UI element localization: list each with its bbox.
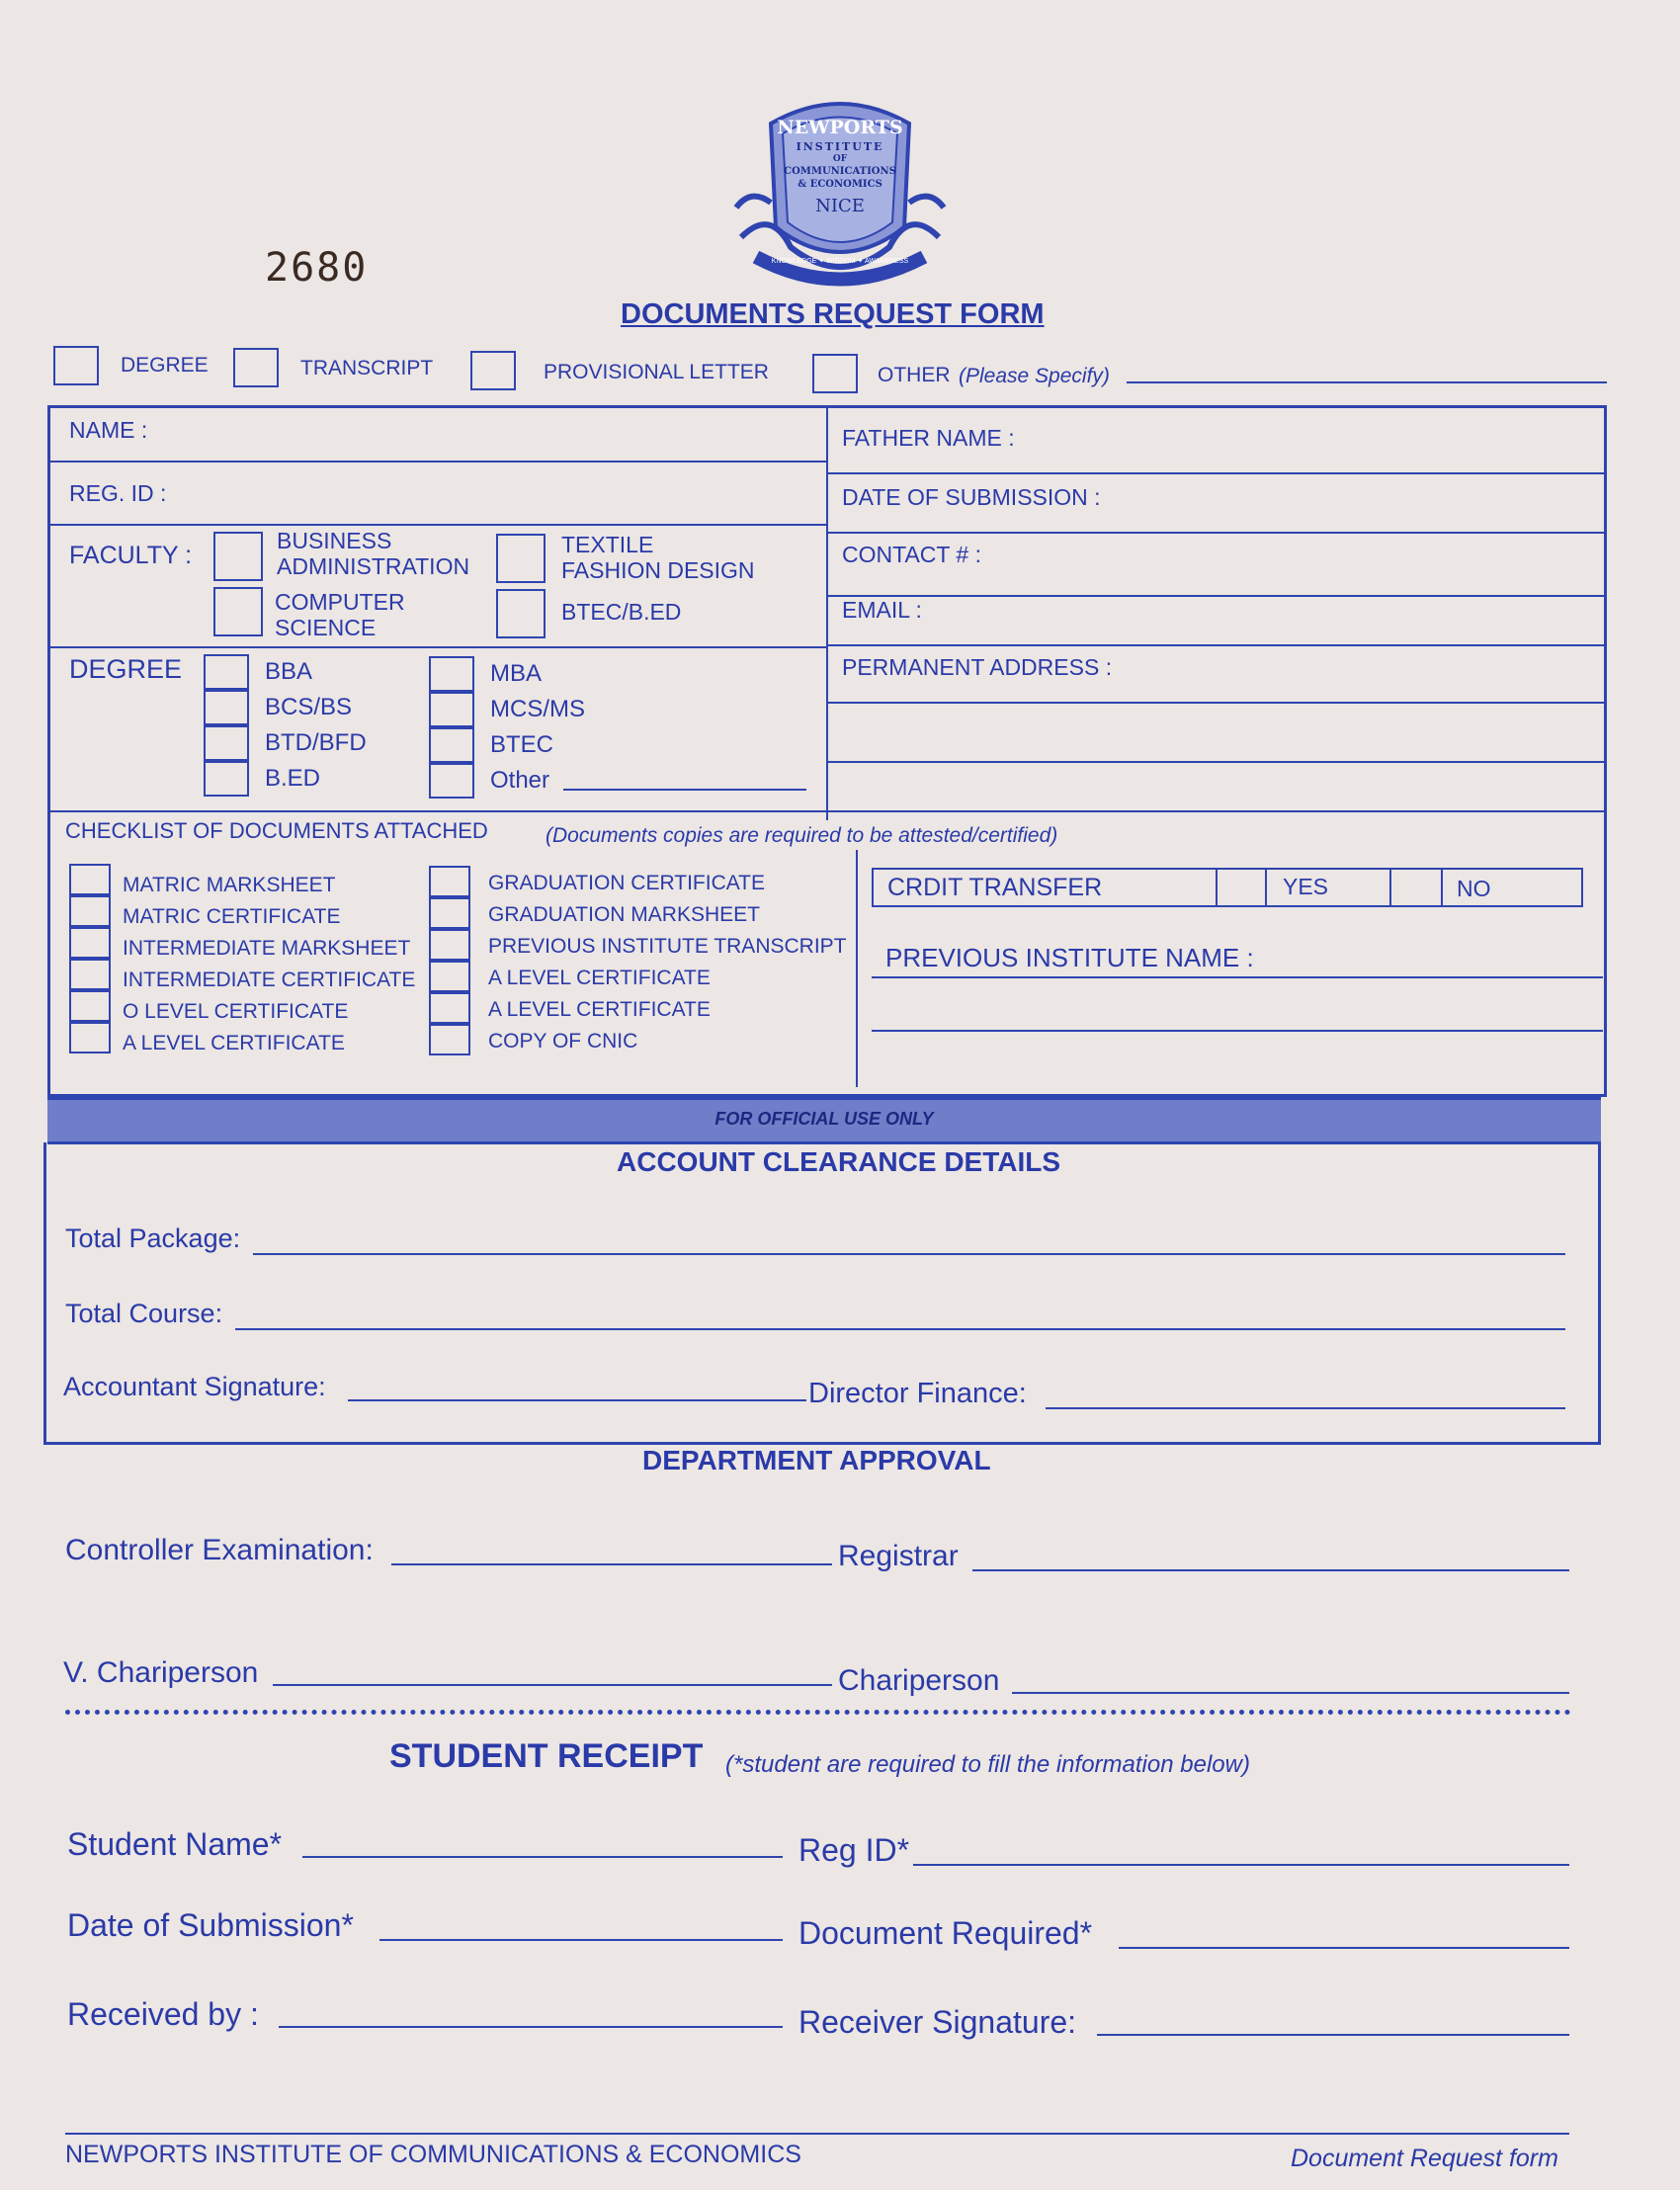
other-checkbox[interactable] xyxy=(812,354,858,393)
logo-text-2: INSTITUTE xyxy=(796,140,884,153)
form-title: DOCUMENTS REQUEST FORM xyxy=(621,298,1045,330)
faculty-business-label-1: BUSINESS xyxy=(277,528,392,553)
degree-checkbox[interactable] xyxy=(53,346,99,385)
degree-mcs-checkbox[interactable] xyxy=(429,692,474,727)
checklist-left-label: MATRIC CERTIFICATE xyxy=(123,905,341,928)
student-name-line[interactable] xyxy=(302,1856,783,1858)
logo-text-4: COMMUNICATIONS xyxy=(784,166,896,177)
degree-btd-label: BTD/BFD xyxy=(265,729,367,756)
v-chairperson-label: V. Chariperson xyxy=(63,1656,259,1689)
previous-institute-line[interactable] xyxy=(872,976,1603,978)
checklist-title: CHECKLIST OF DOCUMENTS ATTACHED xyxy=(65,818,488,843)
row-divider xyxy=(47,524,826,526)
total-package-line[interactable] xyxy=(253,1253,1565,1255)
previous-institute-line-2[interactable] xyxy=(872,1030,1603,1032)
row-divider xyxy=(826,472,1607,474)
checklist-left-checkbox[interactable] xyxy=(69,895,111,927)
row-divider xyxy=(826,702,1607,704)
receipt-date-label: Date of Submission* xyxy=(67,1907,354,1943)
faculty-textile-label-1: TEXTILE xyxy=(561,532,654,557)
checklist-right-label: GRADUATION MARKSHEET xyxy=(488,903,760,926)
logo-text-1: NEWPORTS xyxy=(777,117,903,138)
checklist-left-checkbox[interactable] xyxy=(69,959,111,990)
degree-bcs-label: BCS/BS xyxy=(265,694,353,720)
degree-btec-label: BTEC xyxy=(490,731,554,758)
footer-institute: NEWPORTS INSTITUTE OF COMMUNICATIONS & ECONOMICS xyxy=(65,2141,801,2168)
received-by-line[interactable] xyxy=(279,2026,783,2028)
checklist-right-checkbox[interactable] xyxy=(429,1024,470,1055)
provisional-letter-checkbox[interactable] xyxy=(470,351,516,390)
faculty-btec-label: BTEC/B.ED xyxy=(561,599,682,625)
degree-mba-label: MBA xyxy=(490,660,543,687)
provisional-letter-option-label: PROVISIONAL LETTER xyxy=(544,361,769,383)
receiver-signature-line[interactable] xyxy=(1097,2034,1569,2036)
checklist-left-label: A LEVEL CERTIFICATE xyxy=(123,1032,345,1054)
total-package-label: Total Package: xyxy=(65,1223,241,1253)
student-receipt-note: (*student are required to fill the information below) xyxy=(725,1751,1250,1778)
logo-text-6: NICE xyxy=(815,196,865,216)
receipt-reg-id-label: Reg ID* xyxy=(798,1832,910,1868)
faculty-btec-checkbox[interactable] xyxy=(496,589,546,638)
faculty-textile-label-2: FASHION DESIGN xyxy=(561,557,755,583)
faculty-cs-label-1: COMPUTER xyxy=(275,589,405,615)
degree-btd-checkbox[interactable] xyxy=(204,725,249,761)
receiver-signature-label: Receiver Signature: xyxy=(798,2004,1077,2040)
chairperson-label: Chariperson xyxy=(838,1664,1000,1697)
other-hint: (Please Specify) xyxy=(959,365,1110,387)
checklist-note: (Documents copies are required to be attested/certified) xyxy=(546,824,1058,847)
footer-rule xyxy=(65,2133,1569,2135)
degree-mcs-label: MCS/MS xyxy=(490,696,585,722)
row-divider xyxy=(47,646,826,648)
degree-bba-checkbox[interactable] xyxy=(204,654,249,690)
degree-option-label: DEGREE xyxy=(121,354,209,377)
degree-other-line[interactable] xyxy=(563,789,806,791)
checklist-right-label: A LEVEL CERTIFICATE xyxy=(488,967,711,989)
checklist-left-label: INTERMEDIATE CERTIFICATE xyxy=(123,969,416,991)
cut-line xyxy=(65,1710,1571,1715)
degree-label: DEGREE xyxy=(69,654,183,684)
faculty-cs-label-2: SCIENCE xyxy=(275,615,377,640)
transcript-checkbox[interactable] xyxy=(233,348,279,387)
row-divider xyxy=(47,461,826,463)
degree-other-label: Other xyxy=(490,767,550,794)
checklist-right-label: PREVIOUS INSTITUTE TRANSCRIPT xyxy=(488,935,847,958)
checklist-left-label: O LEVEL CERTIFICATE xyxy=(123,1000,349,1023)
director-finance-label: Director Finance: xyxy=(808,1378,1027,1409)
checklist-left-checkbox[interactable] xyxy=(69,927,111,959)
date-of-submission-label: DATE OF SUBMISSION : xyxy=(842,484,1101,510)
official-use-label: FOR OFFICIAL USE ONLY xyxy=(714,1109,934,1129)
degree-bed-checkbox[interactable] xyxy=(204,761,249,797)
student-receipt-title: STUDENT RECEIPT xyxy=(389,1737,704,1775)
document-required-label: Document Required* xyxy=(798,1915,1093,1951)
checklist-left-checkbox[interactable] xyxy=(69,990,111,1022)
checklist-right-label: A LEVEL CERTIFICATE xyxy=(488,998,711,1021)
credit-yes-checkbox[interactable] xyxy=(1218,870,1263,905)
contact-label: CONTACT # : xyxy=(842,542,981,567)
account-clearance-title: ACCOUNT CLEARANCE DETAILS xyxy=(617,1146,1061,1177)
degree-btec-checkbox[interactable] xyxy=(429,727,474,763)
checklist-right-checkbox[interactable] xyxy=(429,897,470,929)
student-name-label: Student Name* xyxy=(67,1826,283,1862)
row-divider xyxy=(826,595,1607,597)
permanent-address-label: PERMANENT ADDRESS : xyxy=(842,654,1113,680)
checklist-left-checkbox[interactable] xyxy=(69,1022,111,1053)
registrar-line[interactable] xyxy=(972,1569,1569,1571)
faculty-cs-checkbox[interactable] xyxy=(213,587,263,636)
logo-text-3: OF xyxy=(832,154,848,164)
row-divider xyxy=(826,532,1607,534)
info-column-divider xyxy=(826,405,828,820)
transcript-option-label: TRANSCRIPT xyxy=(300,357,434,379)
logo-motto: KNOWLEDGE ✦ WISDOM ✦ AWARENESS xyxy=(771,258,909,265)
footer-form-name: Document Request form xyxy=(1291,2145,1558,2172)
receipt-reg-id-line[interactable] xyxy=(913,1864,1569,1866)
degree-mba-checkbox[interactable] xyxy=(429,656,474,692)
credit-yes-label: YES xyxy=(1283,874,1329,899)
previous-institute-label: PREVIOUS INSTITUTE NAME : xyxy=(885,943,1254,972)
credit-no-label: NO xyxy=(1457,876,1491,901)
email-label: EMAIL : xyxy=(842,597,922,623)
logo-text-5: & ECONOMICS xyxy=(798,179,882,190)
credit-no-checkbox[interactable] xyxy=(1391,870,1439,905)
received-by-label: Received by : xyxy=(67,1996,259,2032)
credit-transfer-label: CRDIT TRANSFER xyxy=(887,874,1103,901)
controller-label: Controller Examination: xyxy=(65,1534,374,1566)
receipt-date-line[interactable] xyxy=(379,1939,783,1941)
name-label: NAME : xyxy=(69,417,148,443)
checklist-right-checkbox[interactable] xyxy=(429,961,470,992)
row-divider xyxy=(826,644,1607,646)
checklist-right-checkbox[interactable] xyxy=(429,929,470,961)
checklist-left-checkbox[interactable] xyxy=(69,864,111,895)
institute-logo xyxy=(731,89,949,296)
faculty-textile-checkbox[interactable] xyxy=(496,534,546,583)
faculty-label: FACULTY : xyxy=(69,542,193,569)
other-specify-line[interactable] xyxy=(1127,381,1607,383)
row-divider xyxy=(826,761,1607,763)
father-name-label: FATHER NAME : xyxy=(842,425,1015,451)
checklist-left-label: INTERMEDIATE MARKSHEET xyxy=(123,937,411,960)
degree-bcs-checkbox[interactable] xyxy=(204,690,249,725)
controller-line[interactable] xyxy=(391,1563,832,1565)
total-course-line[interactable] xyxy=(235,1328,1565,1330)
serial-number: 2680 xyxy=(265,245,369,291)
document-required-line[interactable] xyxy=(1119,1947,1569,1949)
registrar-label: Registrar xyxy=(838,1540,959,1572)
accountant-signature-line[interactable] xyxy=(348,1399,806,1401)
credit-divider xyxy=(1441,868,1443,907)
accountant-signature-label: Accountant Signature: xyxy=(63,1372,326,1401)
degree-other-checkbox[interactable] xyxy=(429,763,474,799)
total-course-label: Total Course: xyxy=(65,1299,223,1328)
reg-id-label: REG. ID : xyxy=(69,480,167,506)
degree-bba-label: BBA xyxy=(265,658,313,685)
director-finance-line[interactable] xyxy=(1046,1407,1565,1409)
credit-divider xyxy=(1265,868,1267,907)
checklist-left-label: MATRIC MARKSHEET xyxy=(123,874,336,896)
faculty-business-label-2: ADMINISTRATION xyxy=(277,553,470,579)
v-chairperson-line[interactable] xyxy=(273,1684,832,1686)
checklist-right-checkbox[interactable] xyxy=(429,992,470,1024)
other-option-label: OTHER xyxy=(878,364,951,386)
row-divider xyxy=(47,810,1607,812)
checklist-right-checkbox[interactable] xyxy=(429,866,470,897)
checklist-right-label: GRADUATION CERTIFICATE xyxy=(488,872,766,894)
checklist-right-label: COPY OF CNIC xyxy=(488,1030,638,1053)
degree-bed-label: B.ED xyxy=(265,765,321,792)
checklist-column-divider xyxy=(856,850,858,1087)
department-approval-title: DEPARTMENT APPROVAL xyxy=(642,1445,991,1475)
chairperson-line[interactable] xyxy=(1012,1692,1569,1694)
faculty-business-checkbox[interactable] xyxy=(213,532,263,581)
